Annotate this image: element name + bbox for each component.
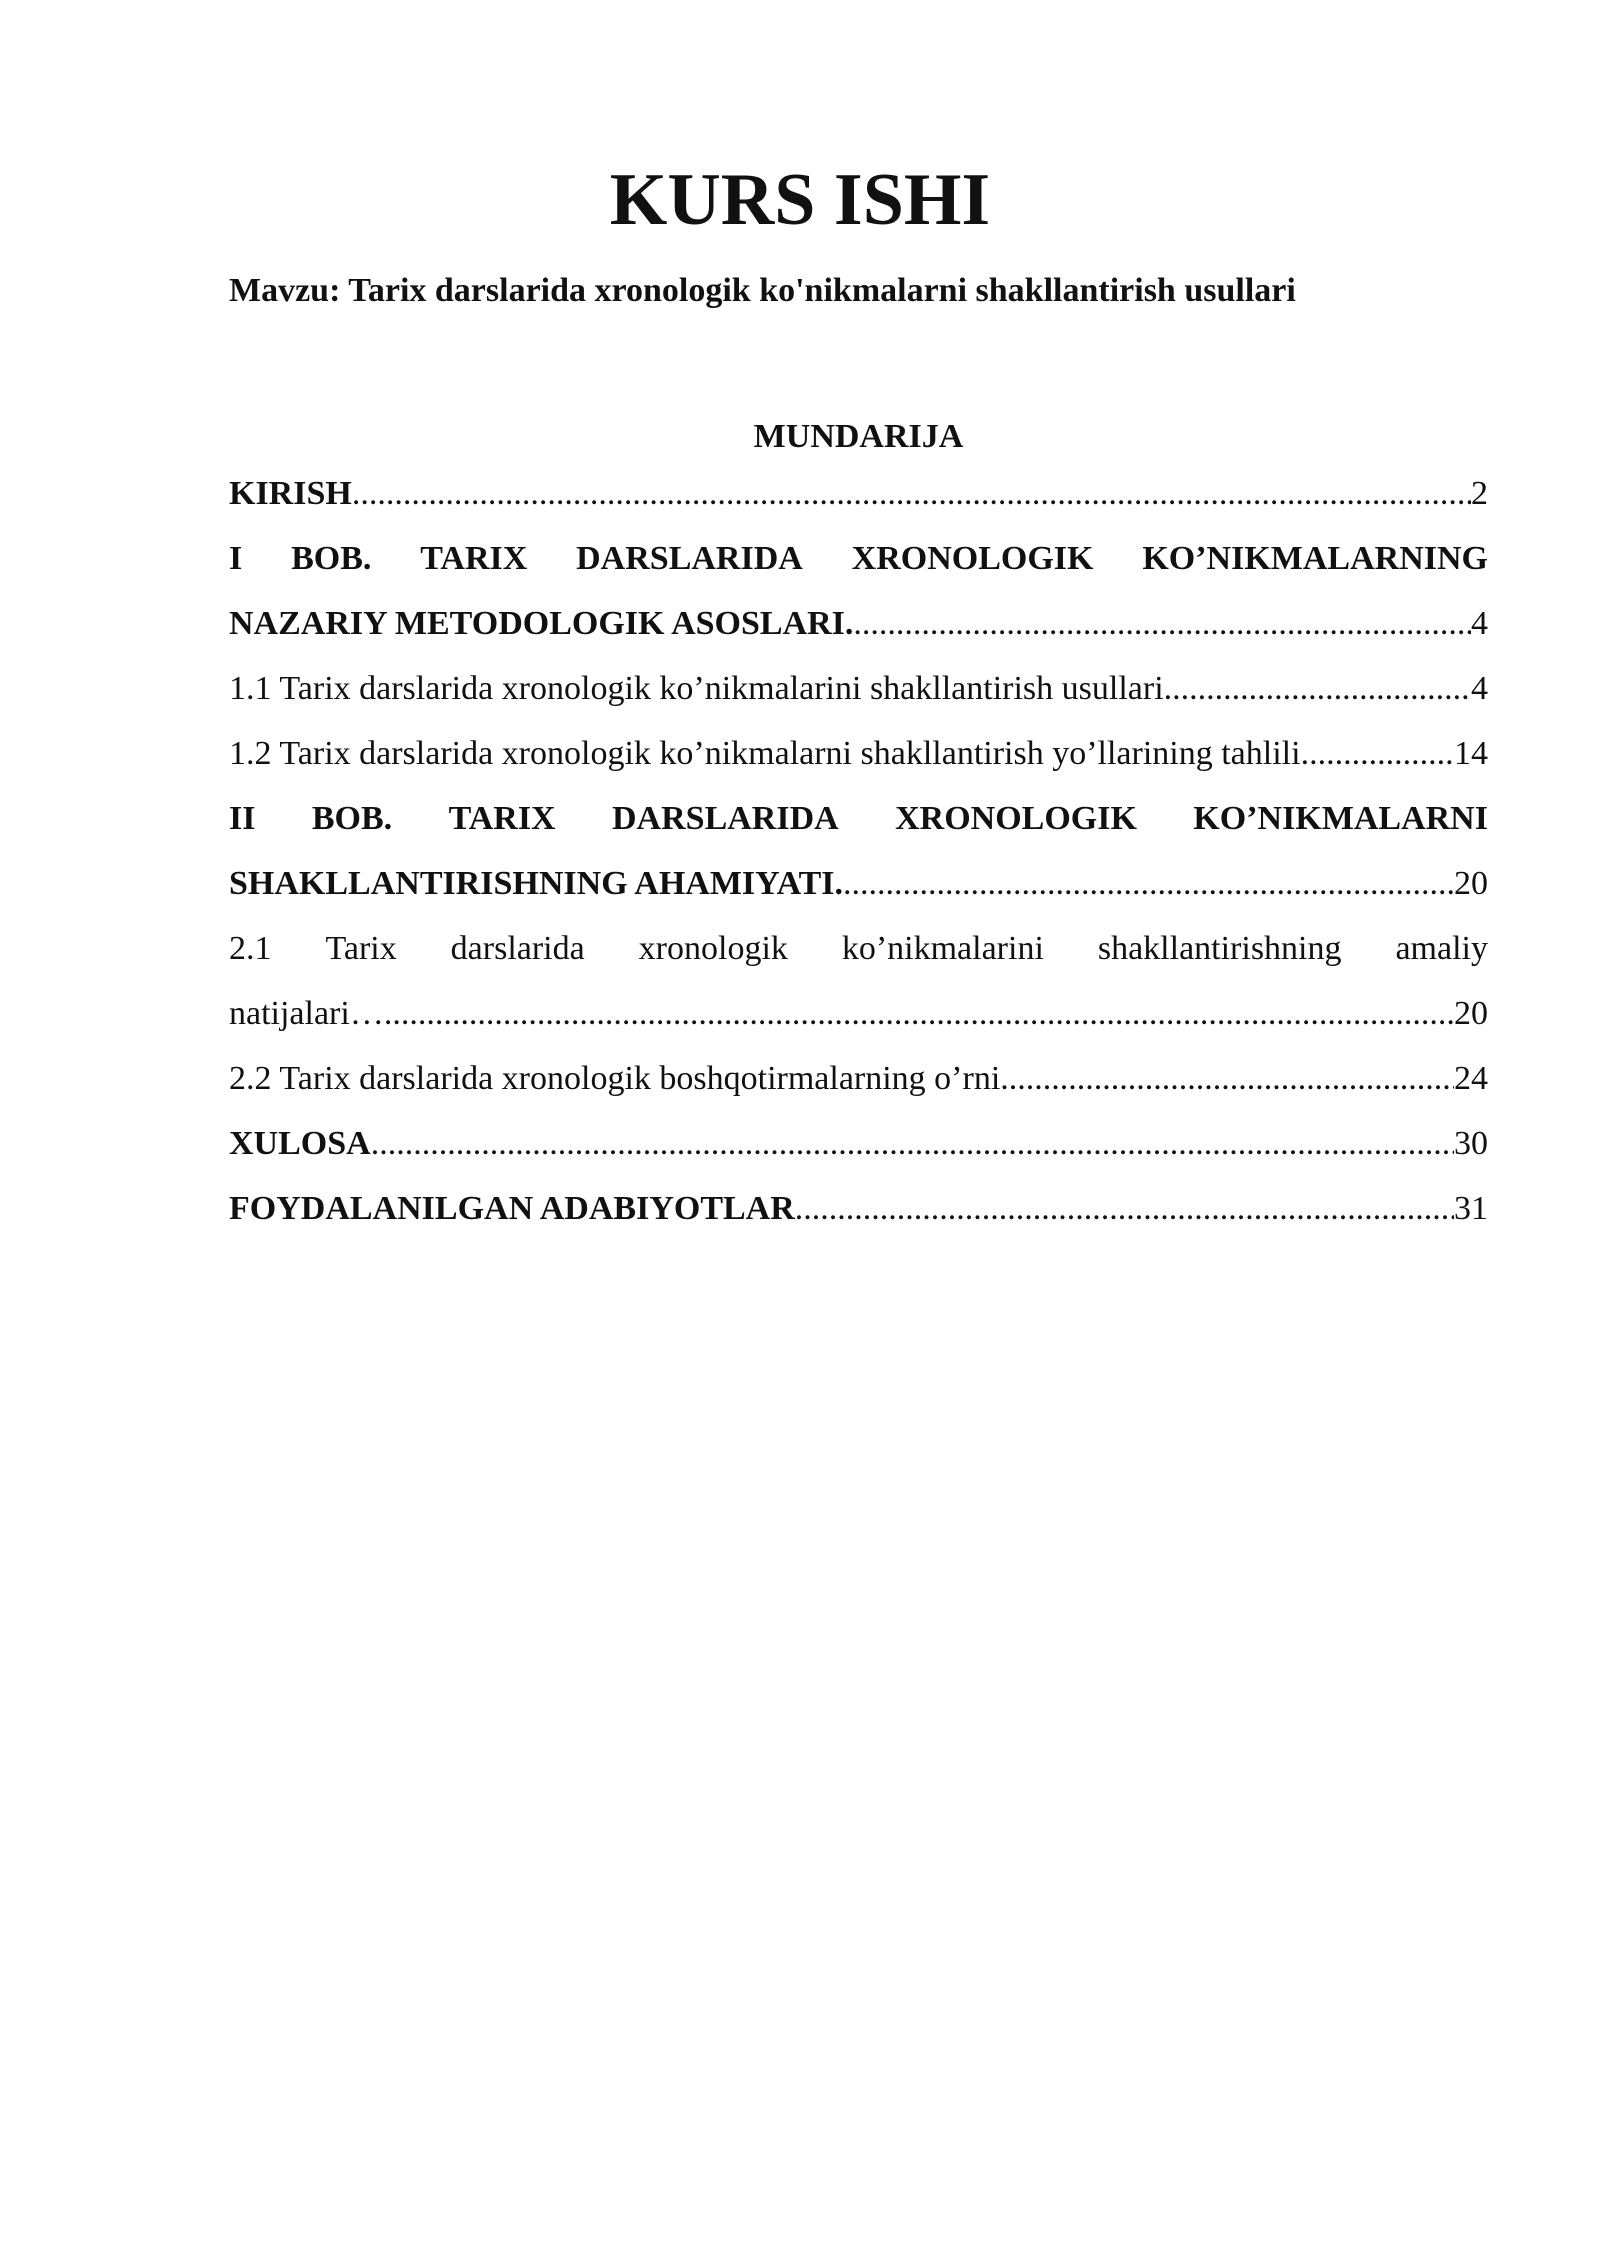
toc-leader-dots (1164, 656, 1471, 721)
toc-entry-label: NAZARIY METODOLOGIK ASOSLARI. (229, 605, 854, 642)
toc-leader-dots (1301, 721, 1454, 786)
toc-entry-label: KIRISH (229, 475, 352, 512)
toc-word: KO’NIKMALARNI (1193, 800, 1488, 837)
toc-entry-adabiyotlar (229, 1176, 1488, 1241)
toc-page-number: 20 (1454, 995, 1488, 1032)
toc-entry-label: 2.2 Tarix darslarida xronologik boshqotirmalarning o’rni (229, 1060, 1001, 1097)
document-subtitle: Mavzu: Tarix darslarida xronologik ko'nikmalarni shakllantirish usullari (229, 272, 1296, 309)
toc-leader-dots (1000, 1046, 1454, 1111)
toc-entry-2-1-line2 (229, 981, 1488, 1046)
toc-entry-label: 1.1 Tarix darslarida xronologik ko’nikmalarini shakllantirish usullari (229, 670, 1164, 707)
toc-word: 2.1 (229, 930, 272, 967)
toc-page-number: 20 (1454, 865, 1488, 902)
toc-entry-bob2-line2 (229, 851, 1488, 916)
toc-entry-bob2-line1 (229, 786, 1488, 851)
toc-entry-1-2 (229, 721, 1488, 786)
toc-word: DARSLARIDA (612, 800, 839, 837)
toc-word: I (229, 540, 243, 577)
toc-entry-bob1-line2 (229, 591, 1488, 656)
toc-word: ko’nikmalarini (841, 930, 1044, 967)
toc-entry-kirish (229, 461, 1488, 526)
toc-page-number: 4 (1471, 605, 1488, 642)
toc-word: TARIX (448, 800, 556, 837)
toc-word: amaliy (1395, 930, 1488, 967)
toc-heading: MUNDARIJA (753, 418, 964, 455)
toc-word: XRONOLOGIK (851, 540, 1094, 577)
toc-word: DARSLARIDA (576, 540, 803, 577)
toc-leader-dots (795, 1176, 1454, 1241)
toc-word: BOB. (291, 540, 372, 577)
toc-leader-dots (352, 461, 1471, 526)
document-title: KURS ISHI (609, 159, 991, 241)
toc-page-number: 14 (1454, 735, 1488, 772)
toc-entry-xulosa (229, 1111, 1488, 1176)
toc-page-number: 2 (1471, 475, 1488, 512)
toc-entry-2-1-line1 (229, 916, 1488, 981)
toc-leader-dots (384, 981, 1454, 1046)
toc-leader-dots (371, 1111, 1454, 1176)
toc-word: TARIX (420, 540, 528, 577)
toc-leader-dots (853, 591, 1471, 656)
toc-page-number: 31 (1454, 1190, 1488, 1227)
toc-page-number: 24 (1454, 1060, 1488, 1097)
table-of-contents (229, 461, 1488, 1241)
toc-entry-1-1 (229, 656, 1488, 721)
toc-leader-dots (843, 851, 1454, 916)
toc-word: shakllantirishning (1097, 930, 1342, 967)
toc-entry-2-2 (229, 1046, 1488, 1111)
toc-word: Tarix (325, 930, 397, 967)
toc-word: darslarida (450, 930, 585, 967)
toc-entry-label: FOYDALANILGAN ADABIYOTLAR (229, 1190, 795, 1227)
toc-word: BOB. (311, 800, 393, 837)
toc-page-number: 30 (1454, 1125, 1488, 1162)
toc-word: XRONOLOGIK (895, 800, 1137, 837)
toc-entry-label: natijalari… (229, 995, 384, 1032)
toc-page-number: 4 (1471, 670, 1488, 707)
toc-entry-bob1-line1 (229, 526, 1488, 591)
toc-entry-label: SHAKLLANTIRISHNING AHAMIYATI. (229, 865, 844, 902)
toc-entry-label: 1.2 Tarix darslarida xronologik ko’nikmalarni shakllantirish yo’llarining tahlili (229, 735, 1301, 772)
toc-word: II (229, 800, 256, 837)
toc-entry-label: XULOSA (229, 1125, 371, 1162)
toc-word: KO’NIKMALARNING (1142, 540, 1488, 577)
toc-word: xronologik (638, 930, 788, 967)
